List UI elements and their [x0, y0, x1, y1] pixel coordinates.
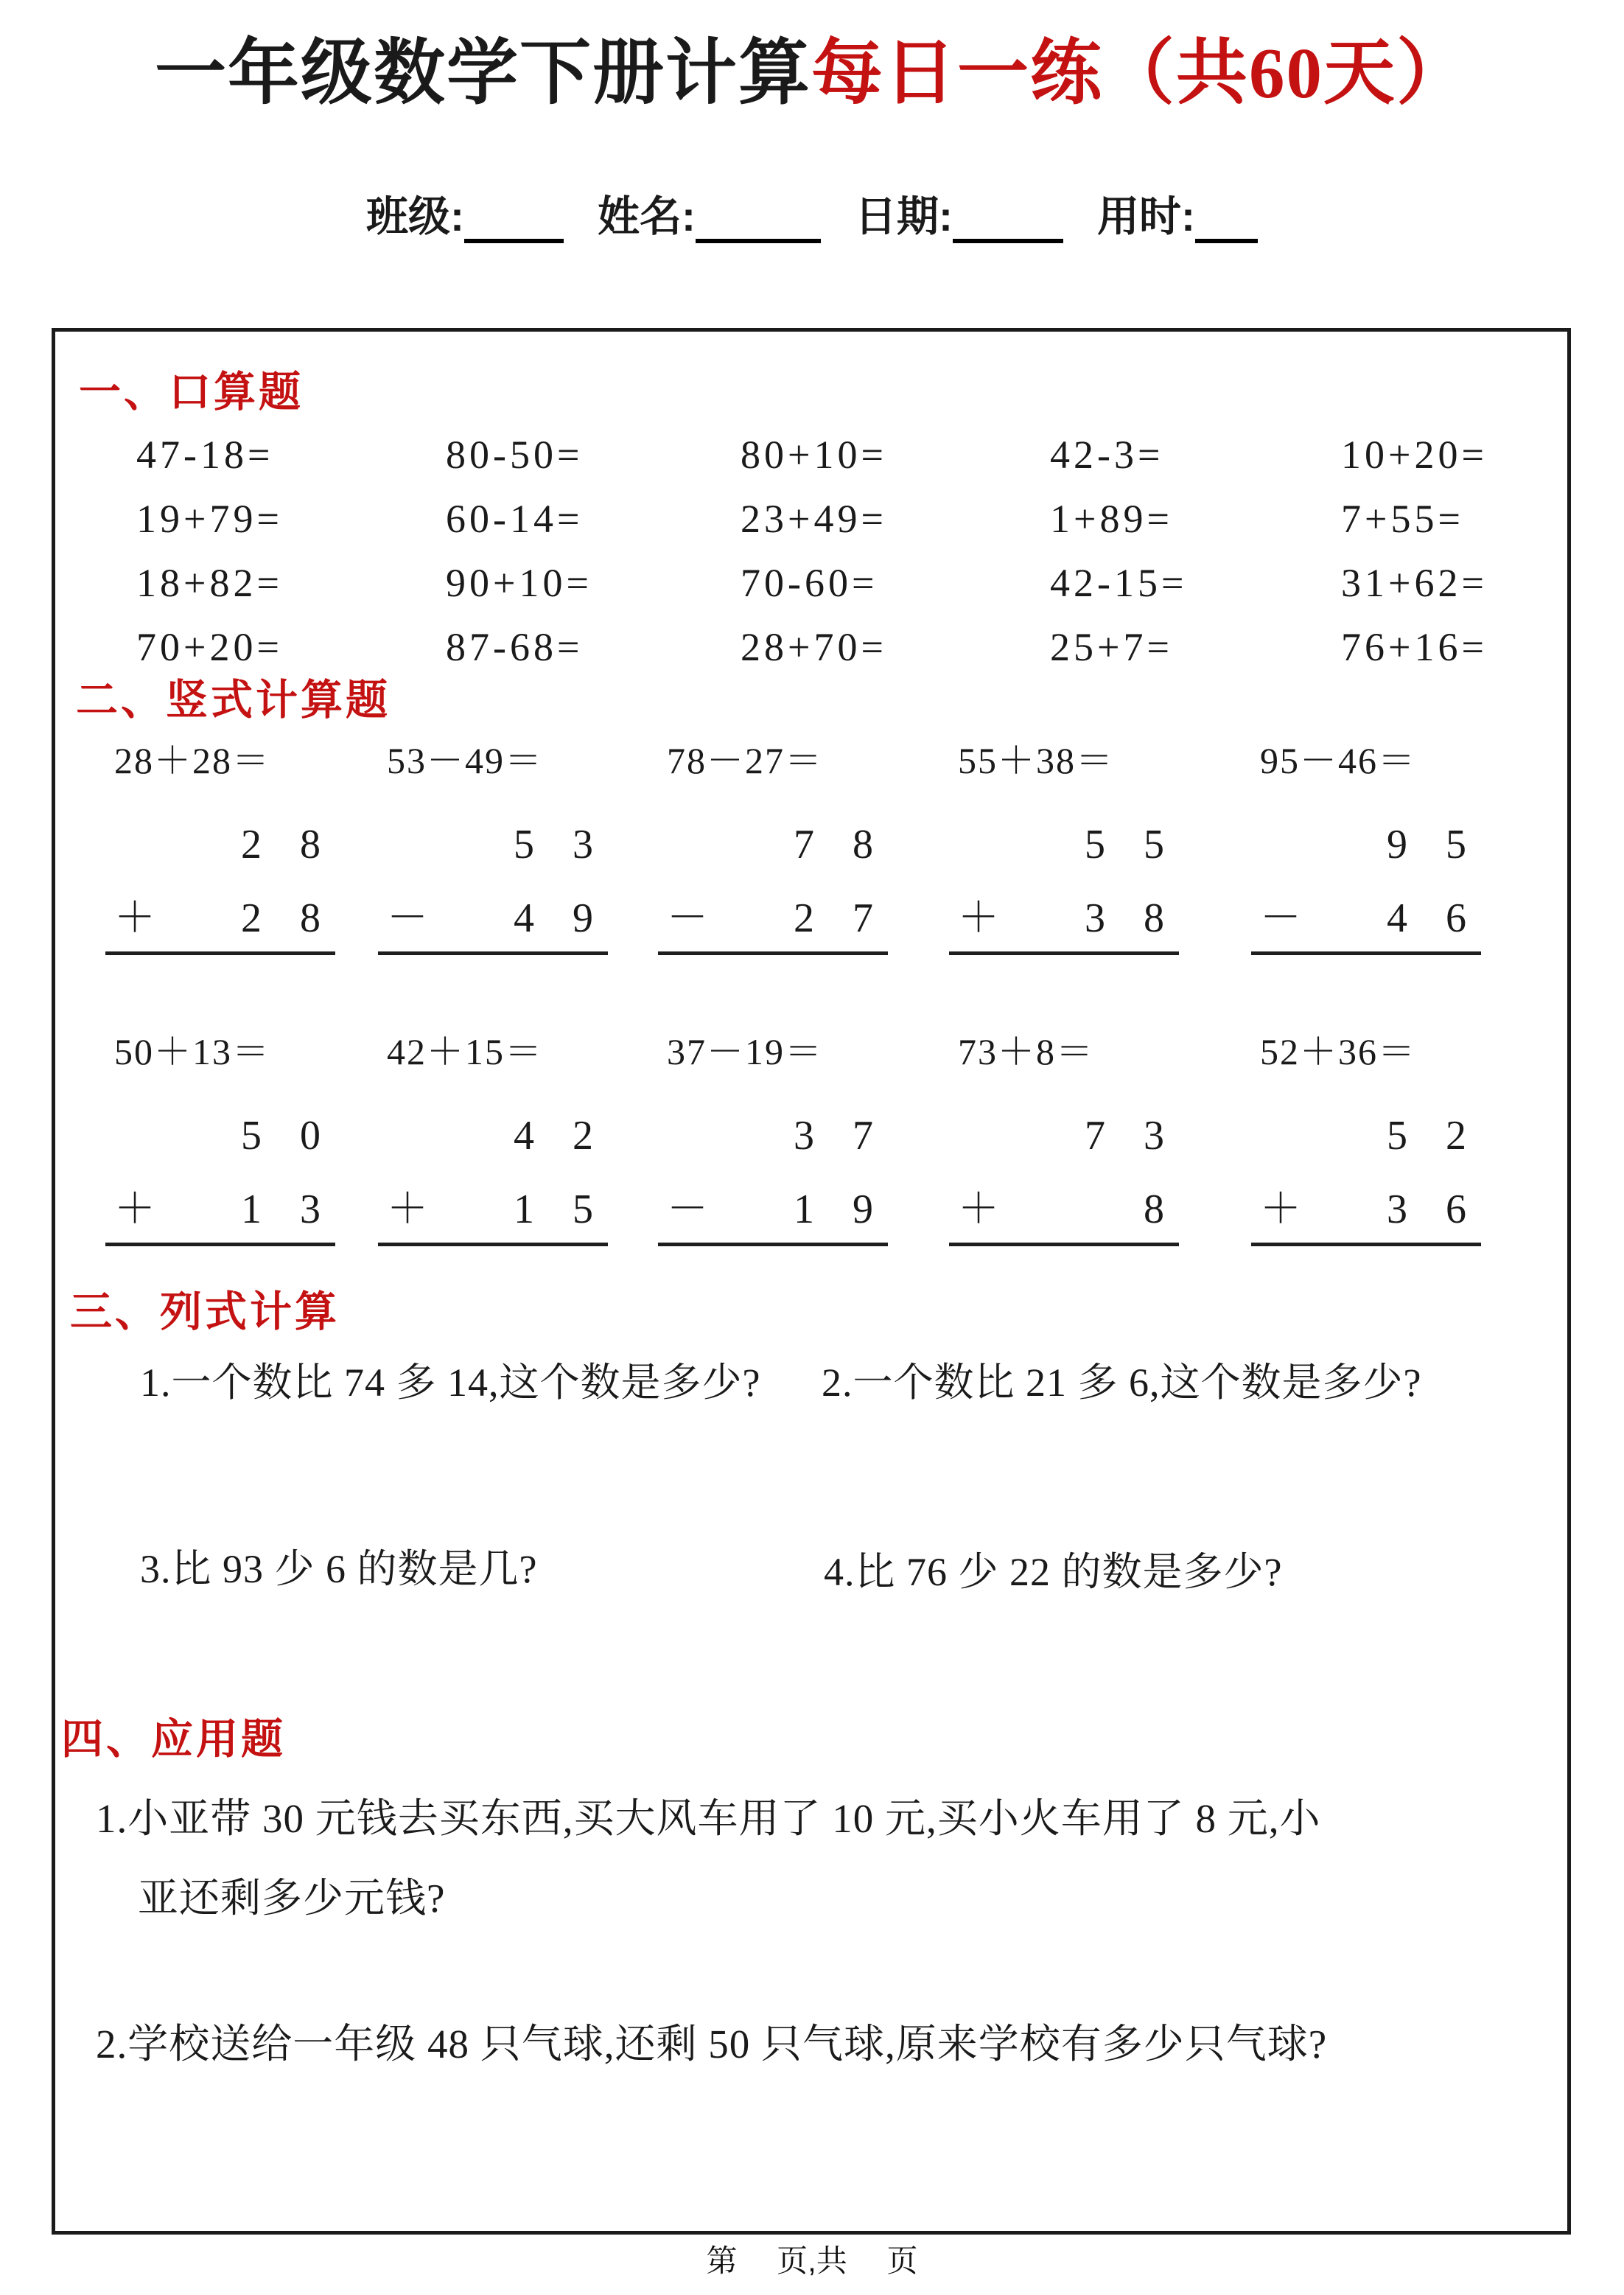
operator-sign: ＋ — [114, 1187, 155, 1232]
class-label: 班级: — [366, 193, 465, 240]
operator-sign: － — [667, 1187, 708, 1232]
digit: 7 — [853, 1113, 873, 1159]
oral-problem: 18+82= — [136, 561, 283, 605]
vertical-problem — [667, 737, 897, 955]
digit: 6 — [1446, 895, 1466, 941]
vertical-problem — [114, 737, 344, 955]
word-problem-2: 2.学校送给一年级 48 只气球,还剩 50 只气球,原来学校有多少只气球? — [96, 2022, 1328, 2067]
digit: 0 — [300, 1113, 321, 1159]
oral-problem: 42-15= — [1050, 561, 1188, 605]
vertical-top-number — [114, 1113, 344, 1187]
digit: 2 — [241, 822, 262, 867]
expression-problem-1: 1.一个数比 74 多 14,这个数是多少? — [140, 1360, 761, 1405]
answer-line — [949, 1243, 1179, 1246]
vertical-equation: 95－46＝ — [1260, 740, 1416, 781]
oral-problem: 70-60= — [741, 561, 878, 605]
vertical-top-number — [1260, 822, 1490, 895]
time-used-field — [1097, 190, 1258, 243]
operator-sign: ＋ — [387, 1187, 428, 1232]
vertical-equation: 42＋15＝ — [387, 1031, 543, 1072]
oral-problem: 70+20= — [136, 625, 283, 669]
digit: 3 — [573, 822, 593, 867]
vertical-equation: 55＋38＝ — [958, 740, 1114, 781]
expression-problem-2: 2.一个数比 21 多 6,这个数是多少? — [822, 1360, 1422, 1405]
oral-problem: 31+62= — [1341, 561, 1488, 605]
vertical-operator-row — [958, 895, 1188, 951]
digit: 9 — [853, 1187, 873, 1232]
digit: 7 — [853, 895, 873, 941]
oral-problem: 76+16= — [1341, 625, 1488, 669]
vertical-problem — [958, 737, 1188, 955]
vertical-top-number — [667, 1113, 897, 1187]
answer-line — [1251, 1243, 1481, 1246]
section-4-heading: 四、应用题 — [61, 1716, 286, 1763]
digit: 5 — [1085, 822, 1105, 867]
operator-sign: － — [667, 895, 708, 941]
digit: 2 — [1446, 1113, 1466, 1159]
operator-sign: ＋ — [958, 895, 999, 941]
date-label: 日期: — [855, 193, 953, 240]
page-title — [0, 29, 1624, 118]
oral-problem: 90+10= — [446, 561, 592, 605]
answer-line — [949, 951, 1179, 955]
vertical-operator-row — [958, 1187, 1188, 1243]
digit: 5 — [514, 822, 534, 867]
vertical-operator-row — [1260, 895, 1490, 951]
vertical-operator-row — [1260, 1187, 1490, 1243]
vertical-problem — [667, 1028, 897, 1246]
digit: 5 — [1144, 822, 1164, 867]
operator-sign: ＋ — [1260, 1187, 1301, 1232]
vertical-equation: 28＋28＝ — [114, 740, 270, 781]
vertical-top-number — [114, 822, 344, 895]
vertical-top-number — [1260, 1113, 1490, 1187]
digit: 8 — [300, 895, 321, 941]
word-problem-1-line-2: 亚还剩多少元钱? — [138, 1876, 446, 1921]
vertical-problem — [1260, 1028, 1490, 1246]
vertical-operator-row — [667, 1187, 897, 1243]
digit: 6 — [1446, 1187, 1466, 1232]
vertical-equation: 50＋13＝ — [114, 1031, 270, 1072]
digit: 9 — [1387, 822, 1407, 867]
oral-problem: 7+55= — [1341, 497, 1464, 541]
digit: 7 — [1085, 1113, 1105, 1159]
name-blank-line — [696, 190, 821, 243]
answer-line — [658, 1243, 888, 1246]
vertical-problem — [958, 1028, 1188, 1246]
digit: 3 — [794, 1113, 814, 1159]
oral-problem: 25+7= — [1050, 625, 1173, 669]
time-used-label: 用时: — [1096, 193, 1195, 240]
oral-problem: 80-50= — [446, 433, 584, 477]
vertical-equation: 73＋8＝ — [958, 1031, 1094, 1072]
oral-problems-grid — [136, 435, 1522, 667]
vertical-operator-row — [387, 895, 617, 951]
answer-line — [105, 951, 335, 955]
digit: 2 — [573, 1113, 593, 1159]
vertical-problem — [387, 737, 617, 955]
oral-problem: 80+10= — [741, 433, 887, 477]
digit: 8 — [300, 822, 321, 867]
section-3-heading: 三、列式计算 — [70, 1289, 340, 1335]
oral-problem: 10+20= — [1341, 433, 1488, 477]
oral-problem: 19+79= — [136, 497, 283, 541]
vertical-equation: 78－27＝ — [667, 740, 823, 781]
time-used-blank-line — [1195, 190, 1258, 243]
digit: 4 — [514, 1113, 534, 1159]
vertical-operator-row — [387, 1187, 617, 1243]
digit: 3 — [1144, 1113, 1164, 1159]
vertical-equation: 52＋36＝ — [1260, 1031, 1416, 1072]
page-title-red: 每日一练（共60天） — [811, 34, 1469, 113]
digit: 3 — [1085, 895, 1105, 941]
digit: 5 — [573, 1187, 593, 1232]
vertical-top-number — [958, 822, 1188, 895]
name-label: 姓名: — [598, 193, 696, 240]
digit: 5 — [241, 1113, 262, 1159]
vertical-top-number — [667, 822, 897, 895]
answer-line — [1251, 951, 1481, 955]
oral-problem: 42-3= — [1050, 433, 1164, 477]
vertical-operator-row — [114, 1187, 344, 1243]
answer-line — [378, 951, 608, 955]
oral-problem: 47-18= — [136, 433, 274, 477]
worksheet-border-box — [52, 328, 1571, 2235]
digit: 5 — [1387, 1113, 1407, 1159]
digit: 7 — [794, 822, 814, 867]
vertical-problem — [114, 1028, 344, 1246]
oral-problem: 28+70= — [741, 625, 887, 669]
name-field — [598, 190, 821, 243]
oral-problem: 60-14= — [446, 497, 584, 541]
operator-sign: － — [1260, 895, 1301, 941]
oral-problem: 87-68= — [446, 625, 584, 669]
word-problem-1-line-1: 1.小亚带 30 元钱去买东西,买大风车用了 10 元,买小火车用了 8 元,小 — [96, 1796, 1321, 1841]
page-number-footer: 第 页,共 页 — [706, 2243, 918, 2278]
operator-sign: ＋ — [114, 895, 155, 941]
digit: 5 — [1446, 822, 1466, 867]
digit: 3 — [300, 1187, 321, 1232]
vertical-equation: 37－19＝ — [667, 1031, 823, 1072]
digit: 8 — [1144, 895, 1164, 941]
digit: 3 — [1387, 1187, 1407, 1232]
digit: 4 — [514, 895, 534, 941]
vertical-top-number — [387, 822, 617, 895]
digit: 1 — [241, 1187, 262, 1232]
class-blank-line — [464, 190, 564, 243]
vertical-equation: 53－49＝ — [387, 740, 543, 781]
vertical-top-number — [958, 1113, 1188, 1187]
page-title-black: 一年级数学下册计算 — [155, 34, 811, 113]
operator-sign: － — [387, 895, 428, 941]
vertical-problem — [1260, 737, 1490, 955]
answer-line — [105, 1243, 335, 1246]
operator-sign: ＋ — [958, 1187, 999, 1232]
section-1-heading: 一、口算题 — [79, 369, 304, 416]
digit: 8 — [1144, 1187, 1164, 1232]
digit: 1 — [514, 1187, 534, 1232]
digit: 8 — [853, 822, 873, 867]
vertical-problems-row-1 — [114, 737, 1558, 955]
expression-problem-4: 4.比 76 少 22 的数是多少? — [824, 1550, 1283, 1594]
oral-problem: 1+89= — [1050, 497, 1173, 541]
digit: 1 — [794, 1187, 814, 1232]
digit: 4 — [1387, 895, 1407, 941]
digit: 9 — [573, 895, 593, 941]
vertical-problem — [387, 1028, 617, 1246]
date-blank-line — [953, 190, 1063, 243]
expression-problem-3: 3.比 93 少 6 的数是几? — [140, 1547, 538, 1591]
vertical-top-number — [387, 1113, 617, 1187]
section-2-heading: 二、竖式计算题 — [76, 677, 391, 724]
answer-line — [658, 951, 888, 955]
oral-problem: 23+49= — [741, 497, 887, 541]
vertical-operator-row — [667, 895, 897, 951]
class-field — [366, 190, 564, 243]
digit: 2 — [794, 895, 814, 941]
student-info-line — [0, 190, 1624, 243]
answer-line — [378, 1243, 608, 1246]
vertical-problems-row-2 — [114, 1028, 1558, 1246]
date-field — [855, 190, 1063, 243]
vertical-operator-row — [114, 895, 344, 951]
digit: 2 — [241, 895, 262, 941]
